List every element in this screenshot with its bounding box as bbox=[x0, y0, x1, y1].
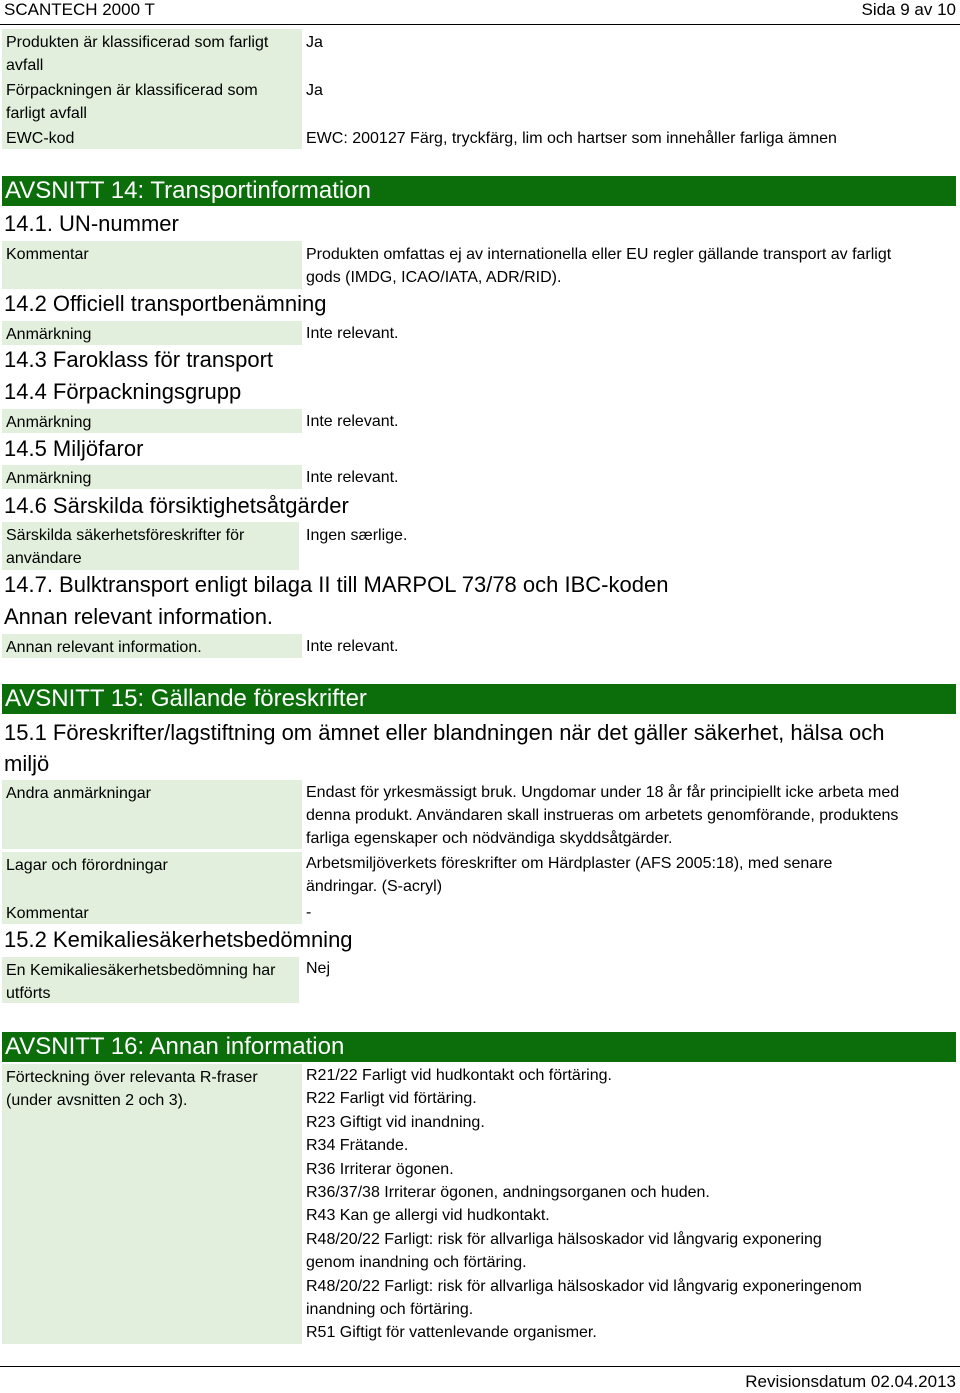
other-info-label: Annan relevant information. bbox=[2, 634, 302, 658]
r-phrases-list bbox=[306, 1064, 862, 1345]
document-title: SCANTECH 2000 T bbox=[4, 0, 155, 19]
other-remarks-label: Andra anmärkningar bbox=[2, 780, 302, 849]
list-item: R48/20/22 Farligt: risk för allvarliga hälsoskador vid långvarig exponering bbox=[306, 1230, 822, 1248]
section-15-1-title: 15.1 Föreskrifter/lagstiftning om ämnet eller blandningen när det gäller säkerhet, hälsa och miljö bbox=[4, 720, 885, 776]
transport-name-note-label: Anmärkning bbox=[2, 321, 302, 345]
section-14-header: AVSNITT 14: Transportinformation bbox=[2, 176, 956, 206]
transport-name-note-value: Inte relevant. bbox=[306, 325, 399, 342]
laws-regulations-value: Arbetsmiljöverkets föreskrifter om Härdplaster (AFS 2005:18), med senare ändringar. (S-acryl) bbox=[306, 855, 833, 895]
waste-classification-value: Ja bbox=[306, 34, 323, 51]
special-precautions-value: Ingen særlige. bbox=[306, 527, 408, 544]
section-15-2-title: 15.2 Kemikaliesäkerhetsbedömning bbox=[4, 927, 353, 952]
waste-classification-label: Produkten är klassificerad som farligt avfall bbox=[2, 29, 302, 77]
header-divider bbox=[0, 24, 960, 25]
section-14-5-title: 14.5 Miljöfaror bbox=[4, 436, 144, 461]
un-number-comment-label: Kommentar bbox=[2, 241, 302, 289]
packaging-classification-label: Förpackningen är klassificerad som farligt avfall bbox=[2, 77, 302, 125]
environment-note-value: Inte relevant. bbox=[306, 469, 399, 486]
regulation-comment-label: Kommentar bbox=[2, 900, 302, 924]
list-item: R51 Giftigt för vattenlevande organismer. bbox=[306, 1324, 597, 1342]
environment-note-label: Anmärkning bbox=[2, 465, 302, 489]
section-14-7-title: 14.7. Bulktransport enligt bilaga II till MARPOL 73/78 och IBC-koden bbox=[4, 572, 669, 597]
packing-group-note-label: Anmärkning bbox=[2, 409, 302, 433]
section-14-1-title: 14.1. UN-nummer bbox=[4, 211, 179, 236]
chemical-assessment-label: En Kemikaliesäkerhetsbedömning har utförts bbox=[2, 957, 299, 1003]
list-item: R43 Kan ge allergi vid hudkontakt. bbox=[306, 1207, 550, 1225]
section-15-header: AVSNITT 15: Gällande föreskrifter bbox=[2, 684, 956, 714]
section-14-6-title: 14.6 Särskilda försiktighetsåtgärder bbox=[4, 493, 349, 518]
regulation-comment-value: - bbox=[306, 904, 312, 921]
ewc-code-label: EWC-kod bbox=[2, 125, 302, 149]
section-16-header: AVSNITT 16: Annan information bbox=[2, 1032, 956, 1062]
section-14-4-title: 14.4 Förpackningsgrupp bbox=[4, 379, 242, 404]
list-item: R21/22 Farligt vid hudkontakt och förtäring. bbox=[306, 1067, 612, 1084]
section-14-3-title: 14.3 Faroklass för transport bbox=[4, 347, 274, 372]
other-info-value: Inte relevant. bbox=[306, 638, 399, 655]
list-item: R34 Frätande. bbox=[306, 1137, 409, 1155]
packaging-classification-value: Ja bbox=[306, 82, 323, 99]
laws-regulations-label: Lagar och förordningar bbox=[2, 852, 302, 900]
list-item: inandning och förtäring. bbox=[306, 1301, 474, 1319]
un-number-comment-value: Produkten omfattas ej av internationella eller EU regler gällande transport av farligt gods (IMDG, ICAO/IATA, ADR/RID). bbox=[306, 246, 892, 286]
list-item: R48/20/22 Farligt: risk för allvarliga hälsoskador vid långvarig exponeringenom bbox=[306, 1277, 862, 1295]
page-number: Sida 9 av 10 bbox=[861, 0, 956, 19]
list-item: R23 Giftigt vid inandning. bbox=[306, 1113, 485, 1131]
chemical-assessment-value: Nej bbox=[306, 960, 331, 977]
r-phrases-label: Förteckning över relevanta R-fraser (under avsnitten 2 och 3). bbox=[2, 1064, 302, 1344]
footer-divider bbox=[0, 1366, 960, 1367]
special-precautions-label: Särskilda säkerhetsföreskrifter för användare bbox=[2, 522, 299, 570]
other-info-title: Annan relevant information. bbox=[4, 604, 274, 629]
list-item: R36/37/38 Irriterar ögonen, andningsorganen och huden. bbox=[306, 1184, 710, 1202]
list-item: R36 Irriterar ögonen. bbox=[306, 1160, 454, 1178]
list-item: genom inandning och förtäring. bbox=[306, 1254, 527, 1272]
packing-group-note-value: Inte relevant. bbox=[306, 413, 399, 430]
revision-date: Revisionsdatum 02.04.2013 bbox=[745, 1372, 956, 1391]
other-remarks-value: Endast för yrkesmässigt bruk. Ungdomar under 18 år får principiellt icke arbeta med denna produkt. Användaren skall instrueras om arbetets genomförande, produktens farliga egenskaper och nödvändiga skyddsåtgärder. bbox=[306, 784, 900, 847]
list-item: R22 Farligt vid förtäring. bbox=[306, 1090, 477, 1108]
ewc-code-value: EWC: 200127 Färg, tryckfärg, lim och hartser som innehåller farliga ämnen bbox=[306, 130, 837, 147]
section-14-2-title: 14.2 Officiell transportbenämning bbox=[4, 291, 327, 316]
